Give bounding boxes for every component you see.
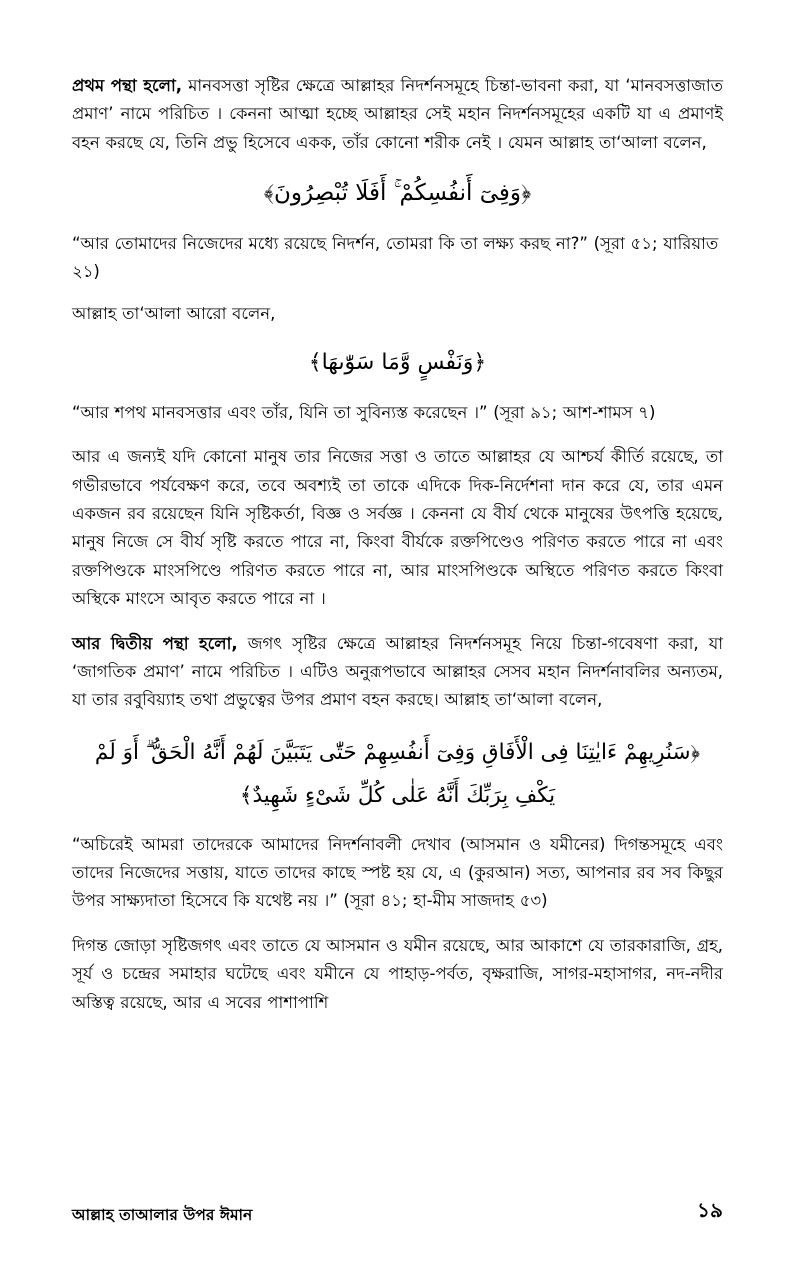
- paragraph-3: আল্লাহ তা‘আলা আরো বলেন,: [72, 303, 276, 323]
- paragraph-1-body: মানবসত্তা সৃষ্টির ক্ষেত্রে আল্লাহর নিদর্শনসমূহে চিন্তা-ভাবনা করা, যা ‘মানবসত্তাজাত প্রমাণ’ নামে পরিচিত । কেননা আত্মা হচ্ছে আল্লাহর সেই মহান নিদর্শনসমূহের একটি যা এ প্রমাণই বহন করছে যে, তিনি প্রভু হিসেবে একক, তাঁর কোনো শরীক নেই । যেমন আল্লাহ তা‘আলা বলেন,: [72, 76, 724, 152]
- quran-verse-3: [72, 731, 723, 817]
- page-footer: [72, 1196, 723, 1229]
- paragraph-2-translation: “আর তোমাদের নিজেদের মধ্যে রয়েছে নিদর্শন, তোমরা কি তা লক্ষ্য করছ না?” (সূরা ৫১; যারিয়াত ২১): [72, 233, 719, 282]
- paragraph-6-body: জগৎ সৃষ্টির ক্ষেত্রে আল্লাহর নিদর্শনসমূহ নিয়ে চিন্তা-গবেষণা করা, যা ‘জাগতিক প্রমাণ’ নামে পরিচিত । এটিও অনুরূপভাবে আল্লাহর সেসব মহান নিদর্শনাবলির অন্যতম, যা তার রবুবিয়্যাহ তথা প্রভুত্বের উপর প্রমাণ বহন করছে। আল্লাহ তা‘আলা বলেন,: [72, 633, 723, 710]
- paragraph-6: [72, 630, 723, 715]
- footer-page-number: ১৯: [697, 1198, 723, 1222]
- paragraph-5: আর এ জন্যই যদি কোনো মানুষ তার নিজের সত্তা ও তাতে আল্লাহর যে আশ্চর্য কীর্তি রয়েছে, তা গভীরভাবে পর্যবেক্ষণ করে, তবে অবশ্যই তা তাকে এদিকে দিক-নির্দেশনা দান করে যে, তার এমন একজন রব রয়েছেন যিনি সৃষ্টিকর্তা, বিজ্ঞ ও সর্বজ্ঞ । কেননা যে বীর্য থেকে মানুষের উৎপত্তি হয়েছে, মানুষ নিজে সে বীর্য সৃষ্টি করতে পারে না, কিংবা বীর্যকে রক্তপিণ্ডেও পরিণত করতে পারে না এবং রক্তপিণ্ডকে মাংসপিণ্ডে পরিণত করতে পারে না, আর মাংসপিণ্ডকে অস্থিতে পরিণত করতে কিংবা অস্থিকে মাংসে আবৃত করতে পারে না ।: [72, 447, 723, 609]
- paragraph-1-lead: প্রথম পন্থা হলো,: [72, 76, 183, 95]
- footer-chapter-title: আল্লাহ তাআলার উপর ঈমান: [72, 1206, 253, 1224]
- paragraph-4-translation: “আর শপথ মানবসত্তার এবং তাঁর, যিনি তা সুবিন্যস্ত করেছেন ।” (সূরা ৯১; আশ-শামস ৭): [72, 402, 656, 422]
- quran-verse-3-line-2: يَكْفِ بِرَبِّكَ أَنَّهُ عَلٰى كُلِّ شَىْءٍ شَهِيدٌ﴾: [239, 782, 556, 808]
- paragraph-6-lead: আর দ্বিতীয় পন্থা হলো,: [72, 633, 238, 653]
- page-content: [72, 72, 723, 1017]
- quran-verse-1: ﴿وَفِىٓ أَنفُسِكُمْ ۚ أَفَلَا تُبْصِرُونَ﴾: [263, 180, 532, 207]
- paragraph-7-translation: “অচিরেই আমরা তাদেরকে আমাদের নিদর্শনাবলী দেখাব (আসমান ও যমীনের) দিগন্তসমূহে এবং তাদের নিজেদের সত্তায়, যাতে তাদের কাছে স্পষ্ট হয় যে, এ (কুরআন) সত্য, আপনার রব সব কিছুর উপর সাক্ষ্যদাতা হিসেবে কি যথেষ্ট নয় ।” (সূরা ৪১; হা-মীম সাজদাহ ৫৩): [72, 834, 723, 911]
- quran-verse-2: ﴿وَنَفْسٍ وَّمَا سَوّٰىهَا﴾: [308, 350, 487, 376]
- paragraph-8: দিগন্ত জোড়া সৃষ্টিজগৎ এবং তাতে যে আসমান ও যমীন রয়েছে, আর আকাশে যে তারকারাজি, গ্রহ, সূর্য ও চন্দ্রের সমাহার ঘটেছে এবং যমীনে যে পাহাড়-পর্বত, বৃক্ষরাজি, সাগর-মহাসাগর, নদ-নদীর অস্তিত্ব রয়েছে, আর এ সবের পাশাপাশি: [72, 935, 723, 1012]
- quran-verse-3-line-1: ﴿سَنُرِيهِمْ ءَايٰتِنَا فِى الْأَفَاقِ وَفِىٓ أَنفُسِهِمْ حَتّٰى يَتَبَيَّنَ لَهُمْ أَنَّهُ الْحَقُّ ۗ أَوَ لَمْ: [94, 739, 701, 765]
- paragraph-1: [72, 72, 723, 157]
